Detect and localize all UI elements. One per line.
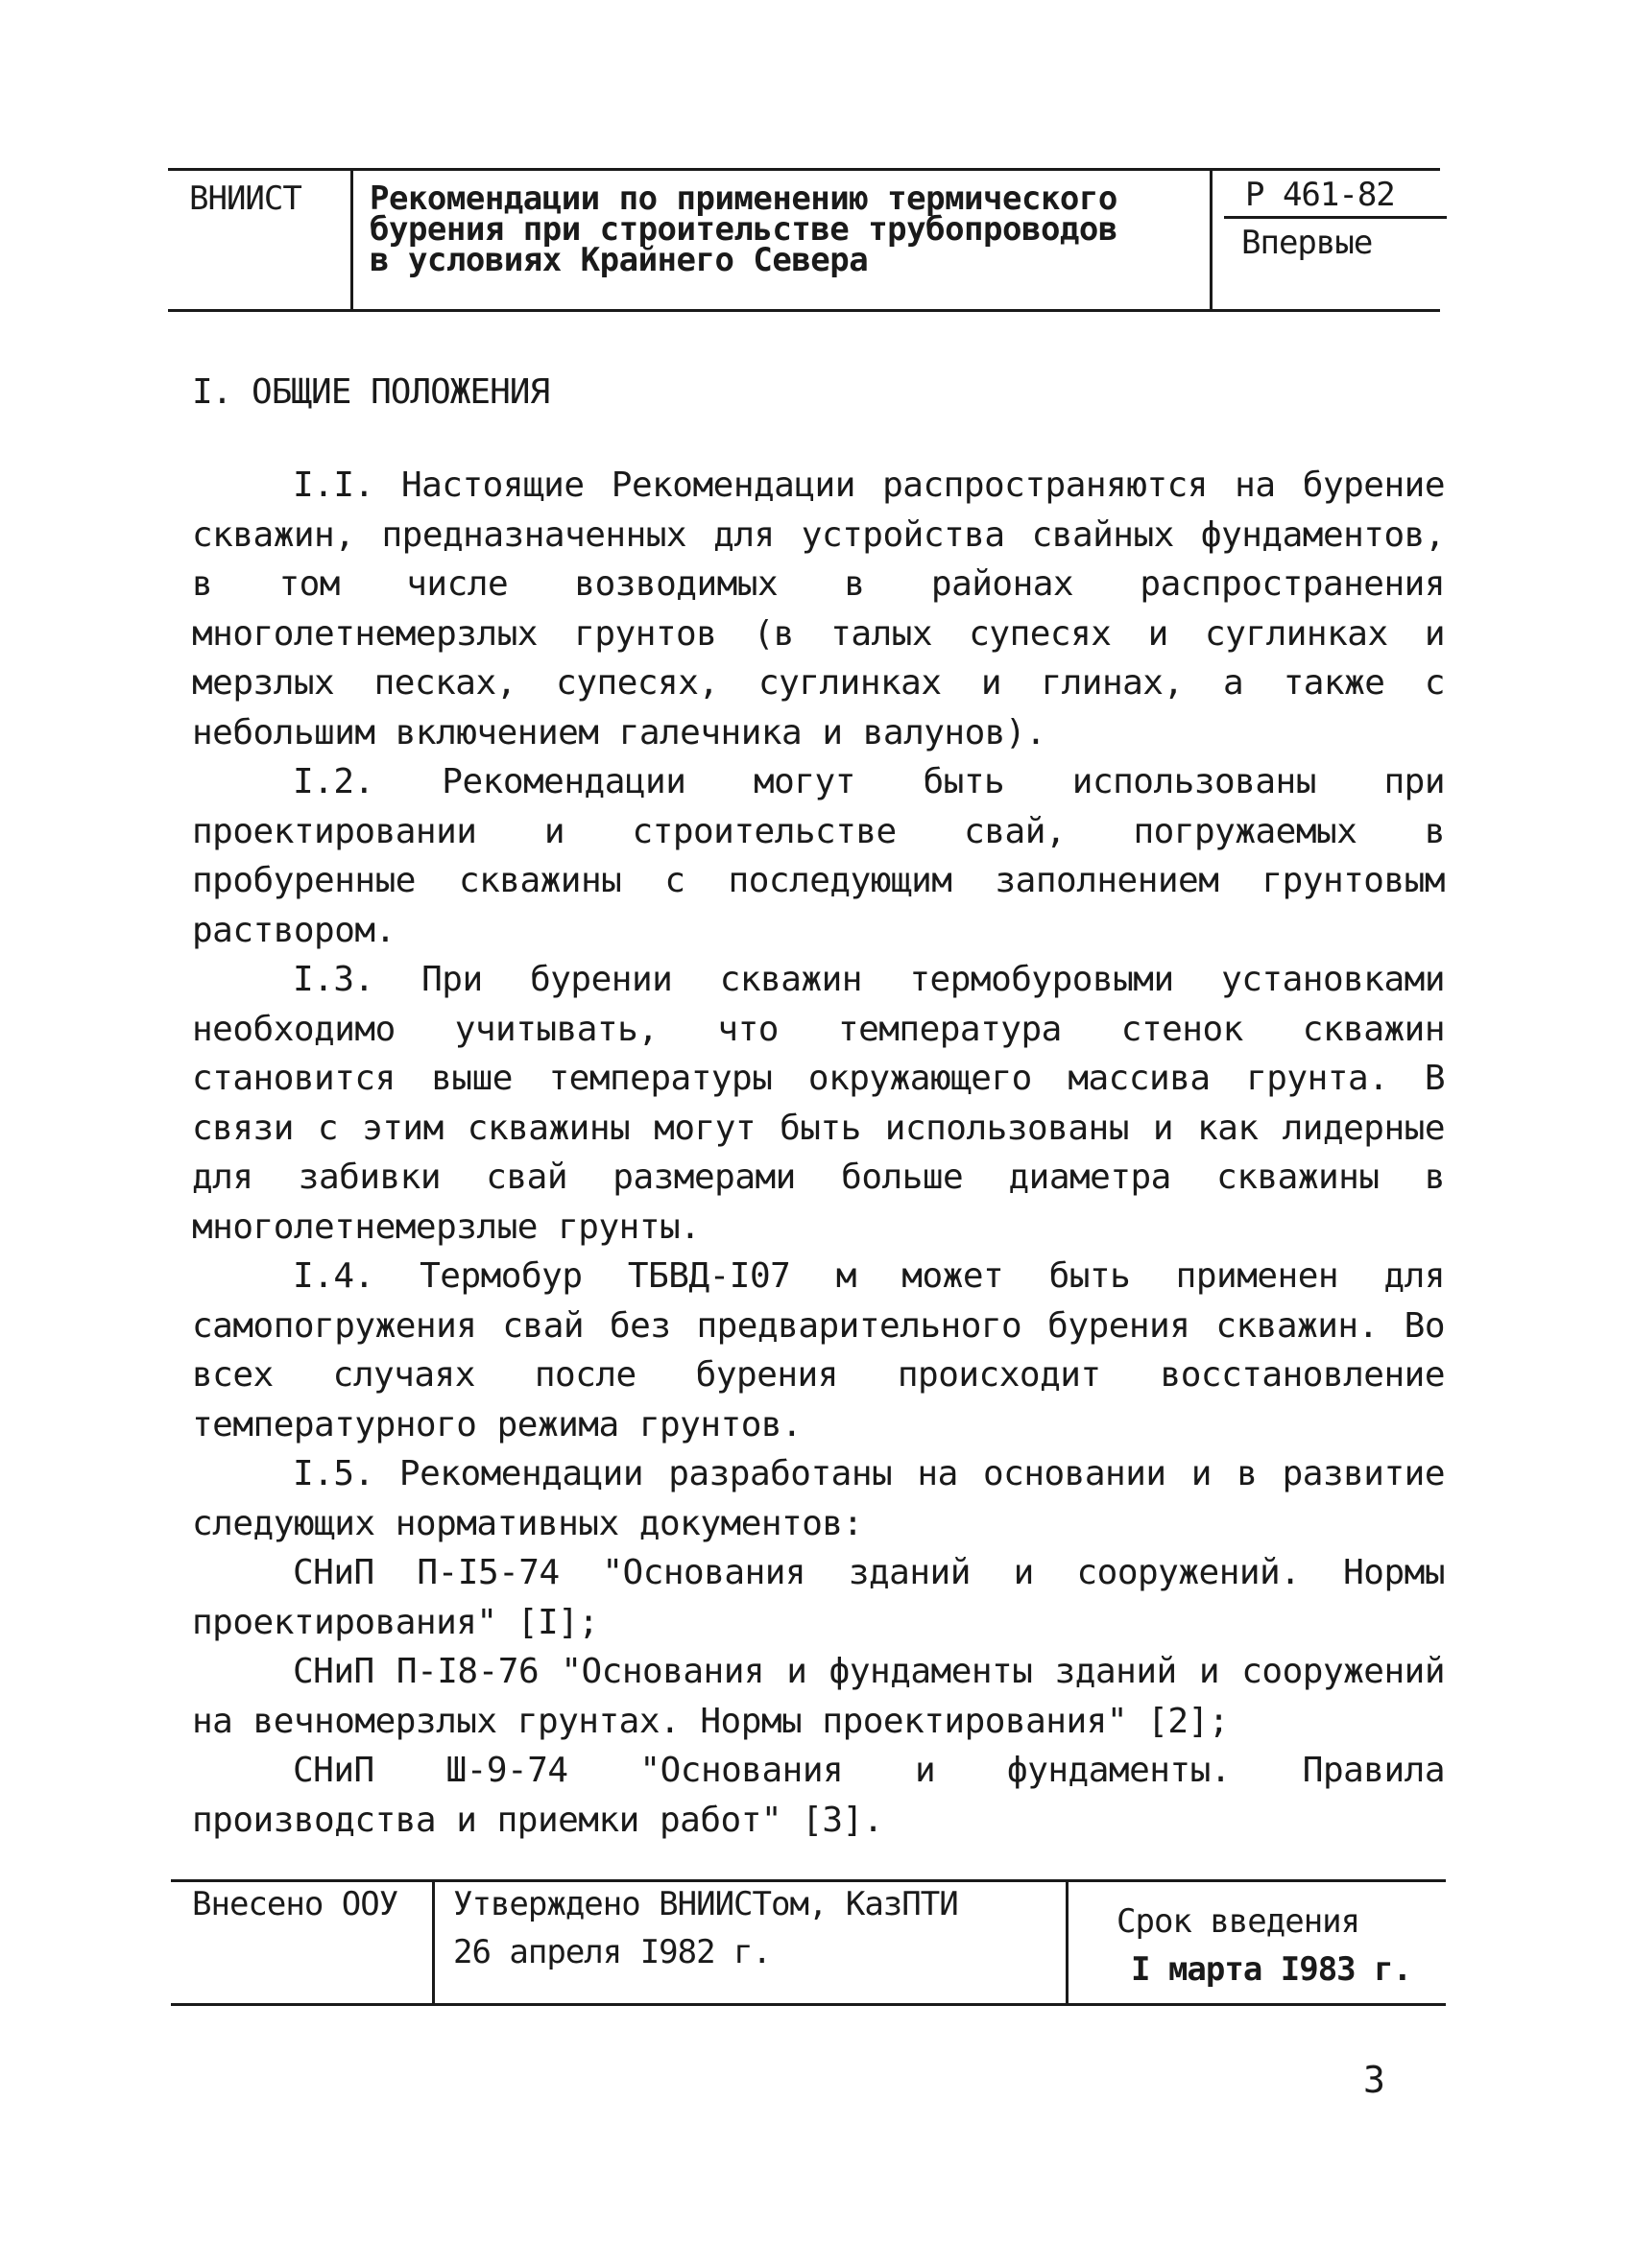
reference-item: СНиП Ш-9-74 "Основания и фундаменты. Правила производства и приемки работ" [3]. bbox=[192, 1751, 1445, 1840]
document-title-line: в условиях Крайнего Севера bbox=[370, 241, 869, 279]
paragraph-1-5: I.5. Рекомендации разработаны на основании и в развитие следующих нормативных документов: bbox=[192, 1454, 1445, 1543]
header-top-rule bbox=[168, 168, 1440, 171]
effective-date-label: Срок введения bbox=[1117, 1902, 1360, 1941]
header-divider-left bbox=[350, 171, 353, 310]
document-title-line: Рекомендации по применению термического bbox=[370, 179, 1117, 218]
effective-date: I марта I983 г. bbox=[1131, 1950, 1412, 1989]
paragraph-1-2: I.2. Рекомендации могут быть использованы при проектировании и строительстве свай, погружаемых в пробуренные скважины с последующим заполнением грунтовым раствором. bbox=[192, 762, 1445, 950]
footer-top-rule bbox=[171, 1879, 1446, 1882]
header-bottom-rule bbox=[168, 309, 1440, 312]
section-title: I. ОБЩИЕ ПОЛОЖЕНИЯ bbox=[192, 372, 550, 412]
footer-block bbox=[171, 1879, 1446, 2006]
document-status: Впервые bbox=[1241, 224, 1373, 262]
reference-item: СНиП П-I5-74 "Основания зданий и сооружений. Нормы проектирования" [I]; bbox=[192, 1553, 1445, 1642]
document-title bbox=[370, 179, 1195, 279]
document-body bbox=[192, 461, 1445, 1845]
approved-by: Утверждено ВНИИСТом, КазПТИ bbox=[453, 1885, 958, 1923]
page-number: 3 bbox=[1363, 2059, 1385, 2101]
footer-bottom-rule bbox=[171, 2003, 1446, 2006]
paragraph-1-4: I.4. Термобур ТБВД-I07 м может быть применен для самопогружения свай без предварительного бурения скважин. Во всех случаях после бурения происходит восстановление температурного режима грунтов. bbox=[192, 1256, 1445, 1444]
header-block bbox=[168, 168, 1440, 312]
approval-date: 26 апреля I982 г. bbox=[453, 1933, 771, 1971]
document-title-line: бурения при строительстве трубопроводов bbox=[370, 210, 1117, 249]
paragraph-1-1: I.I. Настоящие Рекомендации распространяются на бурение скважин, предназначенных для устройства свайных фундаментов, в том числе возводимых в районах распространения многолетнемерзлых грунтов (в талых супесях и суглинках и мерзлых песках, супесях, суглинках и глинах, а также с небольшим включением галечника и валунов). bbox=[192, 466, 1445, 752]
footer-divider-left bbox=[432, 1882, 435, 2003]
footer-divider-right bbox=[1066, 1882, 1069, 2003]
document-code: Р 461-82 bbox=[1224, 176, 1447, 219]
header-divider-right bbox=[1210, 171, 1213, 310]
submitted-by: Внесено ООУ bbox=[192, 1885, 398, 1923]
organization-name: ВНИИСТ bbox=[189, 179, 301, 218]
paragraph-1-3: I.3. При бурении скважин термобуровыми установками необходимо учитывать, что температура стенок скважин становится выше температуры окружающего массива грунта. В связи с этим скважины могут быть использованы и как лидерные для забивки свай размерами больше диаметра скважины в многолетнемерзлые грунты. bbox=[192, 960, 1445, 1247]
reference-item: СНиП П-I8-76 "Основания и фундаменты зданий и сооружений на вечномерзлых грунтах. Нормы проектирования" [2]; bbox=[192, 1652, 1445, 1741]
